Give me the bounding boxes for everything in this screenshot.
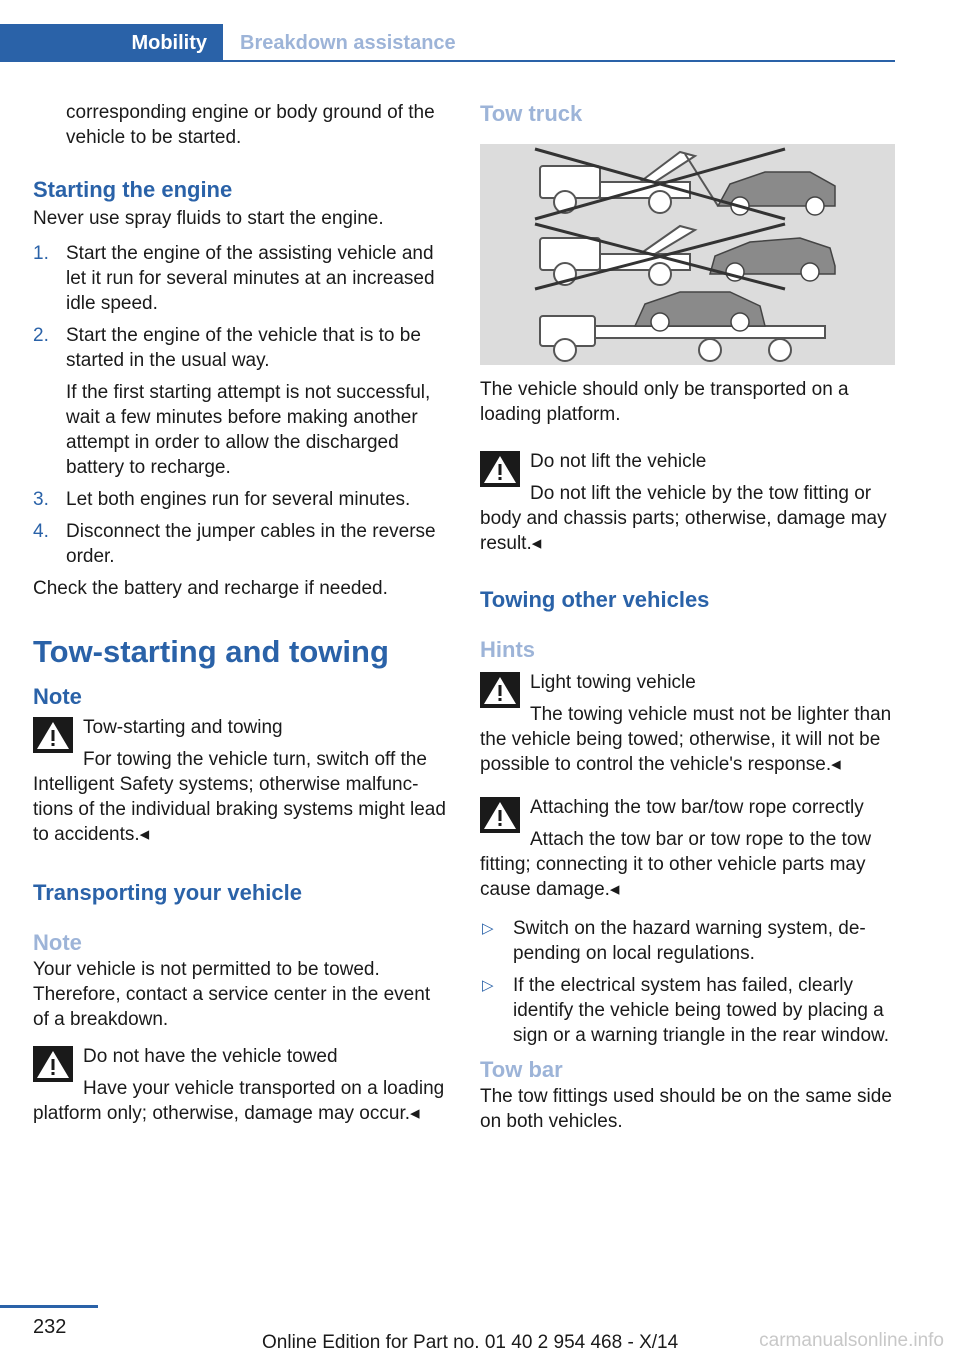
list-item [33, 241, 449, 316]
footer-rule [0, 1305, 98, 1308]
warning-body: Attach the tow bar or tow rope to the tow fitting; connecting it to other vehicle parts may cause damage.◂ [480, 829, 872, 900]
starting-engine-heading: Starting the engine [33, 177, 233, 202]
page-number: 232 [33, 1316, 67, 1338]
step-number: 1. [33, 243, 49, 264]
step-text: Disconnect the jumper cables in the reverse order. [66, 521, 436, 567]
tow-truck-heading: Tow truck [480, 101, 583, 126]
warning-body: The towing vehicle must not be lighter than the vehicle being towed; otherwise, it will not be possible to control the vehicle's response.◂ [480, 704, 892, 775]
triangle-bullet-icon: ▷ [482, 977, 494, 994]
note-heading: Note [33, 684, 82, 709]
bullet-text: Switch on the hazard warning system, depending on local regulations. [513, 918, 866, 964]
towing-other-heading: Towing other vehicles [480, 587, 710, 612]
edition-text: Online Edition for Part no. 01 40 2 954 468 - X/14 [262, 1332, 679, 1353]
warning-block [33, 1044, 449, 1126]
step-text: Start the engine of the assisting vehicle and let it run for several minutes at an increased idle speed. [66, 243, 435, 314]
hints-heading: Hints [480, 637, 535, 662]
towing-bullets [480, 916, 896, 1048]
list-item [480, 916, 896, 966]
step-number: 3. [33, 489, 49, 510]
starting-intro: Never use spray fluids to start the engine. [33, 208, 384, 229]
note-subheading: Note [33, 930, 82, 955]
step-number: 4. [33, 521, 49, 542]
warning-block [33, 715, 449, 847]
warning-triangle-icon [480, 797, 520, 833]
warning-block [480, 795, 896, 902]
continued-text: corresponding engine or body ground of the vehicle to be started. [66, 102, 435, 148]
header-chapter: Breakdown assistance [240, 32, 456, 54]
warning-body: For towing the vehicle turn, switch off the Intelligent Safety systems; otherwise malfunctions of the individual braking systems might lead to accidents.◂ [33, 749, 446, 845]
warning-triangle-icon [33, 717, 73, 753]
tow-bar-heading: Tow bar [480, 1057, 563, 1082]
header-section: Mobility [0, 24, 223, 62]
tow-truck-text: The vehicle should only be transported on a loading platform. [480, 379, 849, 425]
warning-title: Attaching the tow bar/tow rope correctly [530, 797, 864, 818]
tow-starting-heading: Tow-starting and towing [33, 634, 389, 669]
tow-truck-drawing [480, 144, 895, 365]
tow-truck-illustration [480, 144, 895, 365]
list-item [480, 973, 896, 1048]
step-subtext: If the first starting attempt is not successful, wait a few minutes before making another attempt in order to allow the discharged battery to recharge. [66, 382, 431, 478]
warning-title: Do not lift the vehicle [530, 451, 707, 472]
warning-triangle-icon [33, 1046, 73, 1082]
warning-triangle-icon [480, 451, 520, 487]
warning-block [480, 670, 896, 777]
note-text: Your vehicle is not permitted to be towed. Therefore, contact a service center in the event of a breakdown. [33, 959, 431, 1030]
step-text: Let both engines run for several minutes. [66, 489, 411, 510]
bullet-text: If the electrical system has failed, clearly identify the vehicle being towed by placing a sign or a warning triangle in the rear window. [513, 975, 889, 1046]
warning-block [480, 449, 896, 556]
check-battery-text: Check the battery and recharge if needed. [33, 578, 388, 599]
step-number: 2. [33, 325, 49, 346]
tow-bar-text: The tow fittings used should be on the same side on both vehicles. [480, 1086, 892, 1132]
list-item [33, 487, 449, 512]
watermark-text: carmanualsonline.info [759, 1330, 944, 1351]
list-item [33, 519, 449, 569]
starting-steps [33, 241, 449, 569]
left-column [33, 100, 449, 1126]
warning-triangle-icon [480, 672, 520, 708]
triangle-bullet-icon: ▷ [482, 920, 494, 937]
warning-title: Light towing vehicle [530, 672, 696, 693]
warning-title: Tow-starting and towing [83, 717, 283, 738]
warning-title: Do not have the vehicle towed [83, 1046, 338, 1067]
list-item [33, 323, 449, 480]
warning-body: Have your vehicle transported on a loading platform only; otherwise, damage may occur.◂ [33, 1078, 445, 1124]
page-header [0, 24, 895, 62]
transporting-heading: Transporting your vehicle [33, 880, 302, 905]
warning-body: Do not lift the vehicle by the tow fitting or body and chassis parts; otherwise, damage may result.◂ [480, 483, 887, 554]
right-column [480, 100, 896, 1134]
step-text: Start the engine of the vehicle that is to be started in the usual way. [66, 325, 421, 371]
